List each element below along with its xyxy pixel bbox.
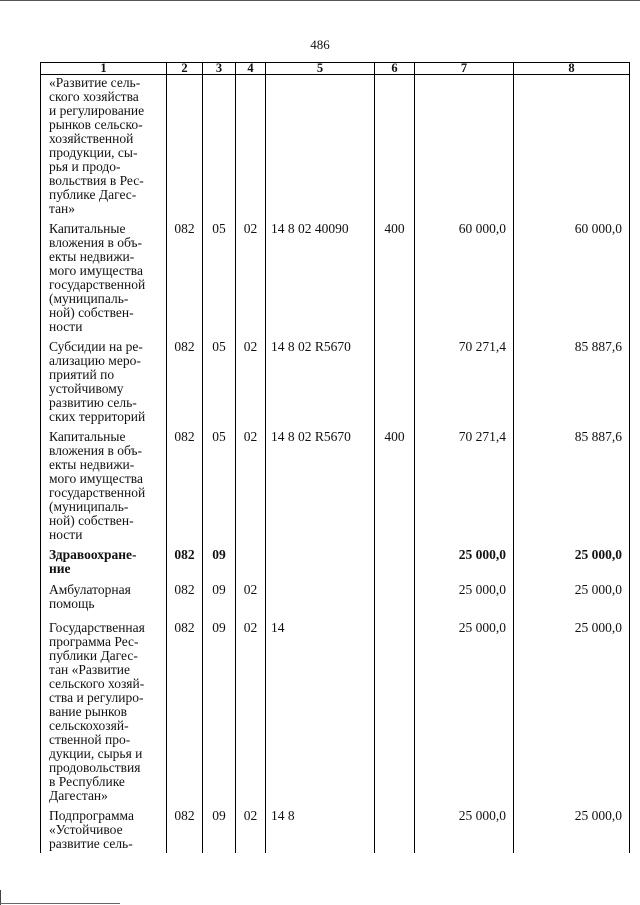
cell-subsection: 02 (236, 334, 266, 424)
cell-admin-code: 082 (167, 542, 203, 577)
cell-expense-type: 400 (375, 216, 415, 334)
cell-expense-type (375, 542, 415, 577)
cell-name: Капитальные вложения в объ- екты недвижи- мого имущества государственной (муниципаль- ной) собствен- ности (41, 424, 167, 542)
cell-expense-type (375, 615, 415, 803)
cell-expense-type (375, 75, 415, 217)
cell-section: 05 (203, 216, 236, 334)
cell-name: Субсидии на ре- ализацию меро- приятий по устойчивому развитию сель- ских территорий (41, 334, 167, 424)
cell-admin-code: 082 (167, 334, 203, 424)
table-body (41, 75, 630, 854)
col-header-3: 3 (203, 63, 236, 75)
header-row (41, 63, 630, 75)
cell-section (203, 75, 236, 217)
cell-admin-code: 082 (167, 803, 203, 853)
cell-name: «Развитие сель- ского хозяйства и регулирование рынков сельско- хозяйственной продукции, сы- рья и продо- вольствия в Рес- публике Дагес- тан» (41, 75, 167, 217)
cell-section: 05 (203, 424, 236, 542)
cell-admin-code (167, 75, 203, 217)
cell-subsection (236, 542, 266, 577)
cell-target-article: 14 8 02 R5670 (266, 424, 375, 542)
cell-amount-year1 (415, 75, 514, 217)
col-header-7: 7 (415, 63, 514, 75)
cell-amount-year2 (514, 75, 630, 217)
cell-section: 09 (203, 803, 236, 853)
cell-section: 09 (203, 577, 236, 615)
table-row (41, 75, 630, 217)
table-row (41, 803, 630, 853)
cell-subsection: 02 (236, 424, 266, 542)
cell-admin-code: 082 (167, 424, 203, 542)
cell-admin-code: 082 (167, 577, 203, 615)
cell-target-article: 14 (266, 615, 375, 803)
cell-expense-type (375, 577, 415, 615)
cell-amount-year1: 25 000,0 (415, 803, 514, 853)
cell-amount-year1: 70 271,4 (415, 334, 514, 424)
cell-subsection: 02 (236, 577, 266, 615)
cell-target-article (266, 542, 375, 577)
cell-section: 09 (203, 615, 236, 803)
col-header-1: 1 (41, 63, 167, 75)
cell-amount-year2: 25 000,0 (514, 542, 630, 577)
cell-amount-year1: 70 271,4 (415, 424, 514, 542)
cell-amount-year1: 25 000,0 (415, 615, 514, 803)
cell-expense-type: 400 (375, 424, 415, 542)
cell-target-article (266, 577, 375, 615)
cell-subsection (236, 75, 266, 217)
cell-section: 09 (203, 542, 236, 577)
cell-amount-year2: 25 000,0 (514, 803, 630, 853)
cell-subsection: 02 (236, 803, 266, 853)
cell-target-article: 14 8 (266, 803, 375, 853)
cell-amount-year2: 25 000,0 (514, 615, 630, 803)
cell-expense-type (375, 803, 415, 853)
cell-amount-year1: 60 000,0 (415, 216, 514, 334)
table-header (41, 63, 630, 75)
cell-section: 05 (203, 334, 236, 424)
cell-amount-year1: 25 000,0 (415, 542, 514, 577)
cell-amount-year2: 85 887,6 (514, 334, 630, 424)
cell-target-article (266, 75, 375, 217)
col-header-6: 6 (375, 63, 415, 75)
budget-table (40, 62, 630, 853)
cell-amount-year1: 25 000,0 (415, 577, 514, 615)
cell-expense-type (375, 334, 415, 424)
table-row (41, 542, 630, 577)
cell-name: Амбулаторная помощь (41, 577, 167, 615)
cell-subsection: 02 (236, 615, 266, 803)
col-header-5: 5 (266, 63, 375, 75)
table-row (41, 216, 630, 334)
cell-subsection: 02 (236, 216, 266, 334)
col-header-2: 2 (167, 63, 203, 75)
table-row (41, 424, 630, 542)
cell-name: Подпрограмма «Устойчивое развитие сель- (41, 803, 167, 853)
cell-amount-year2: 85 887,6 (514, 424, 630, 542)
col-header-4: 4 (236, 63, 266, 75)
table-row (41, 615, 630, 803)
table-row (41, 334, 630, 424)
col-header-8: 8 (514, 63, 630, 75)
table-row (41, 577, 630, 615)
page-number: 486 (310, 37, 330, 52)
cell-admin-code: 082 (167, 615, 203, 803)
cell-name: Капитальные вложения в объ- екты недвижи- мого имущества государственной (муниципаль- ной) собствен- ности (41, 216, 167, 334)
page-frame-top (0, 0, 640, 1)
cell-target-article: 14 8 02 40090 (266, 216, 375, 334)
cell-amount-year2: 60 000,0 (514, 216, 630, 334)
page-frame-bottom (0, 903, 120, 904)
cell-admin-code: 082 (167, 216, 203, 334)
cell-amount-year2: 25 000,0 (514, 577, 630, 615)
cell-target-article: 14 8 02 R5670 (266, 334, 375, 424)
cell-name: Государственная программа Рес- публики Дагес- тан «Развитие сельского хозяй- ства и регулиро- вание рынков сельскохозяй- ственной про- дукции, сырья и продовольствия в Республике Дагестан» (41, 615, 167, 803)
cell-name: Здравоохране- ние (41, 542, 167, 577)
